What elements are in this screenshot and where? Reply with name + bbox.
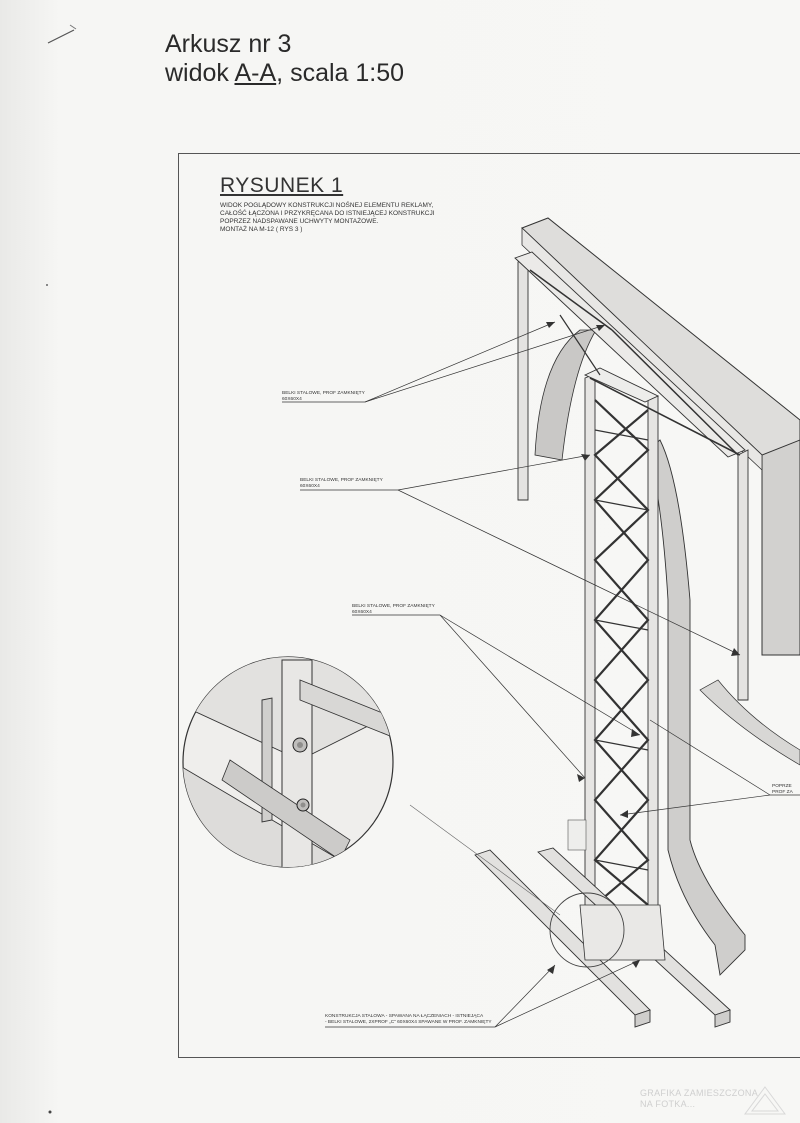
- view-scale: , scala 1:50: [276, 59, 405, 87]
- pencil-mark: [70, 25, 76, 29]
- detail-view: [160, 640, 420, 880]
- pencil-mark: [48, 30, 74, 43]
- description-line: CAŁOŚĆ ŁĄCZONA I PRZYKRĘCANA DO ISTNIEJĄCEJ KONSTRUKCJI: [220, 210, 435, 217]
- callout-label: BELKI STALOWE, PROF ZAMKNIĘTY 60X60X4: [352, 604, 435, 615]
- callout-label: KONSTRUKCJA STALOWA - SPAWANA NA ŁĄCZENIACH - ISTNIEJĄCA - BELKI STALOWE, 2XPROF „C” 60X60X4 SPAWANE W PROF. ZAMKNIĘTY: [325, 1014, 492, 1025]
- detail-connector: [410, 805, 560, 915]
- view-prefix: widok: [165, 59, 235, 87]
- sheet-number: Arkusz nr 3: [165, 30, 292, 58]
- description-line: POPRZEZ NADSPAWANE UCHWYTY MONTAŻOWE.: [220, 218, 379, 225]
- view-name: A-A: [234, 59, 277, 87]
- callout-label: BELKI STALOWE, PROF ZAMKNIĘTY 60X60X4: [300, 478, 383, 489]
- callout-label: BELKI STALOWE, PROF ZAMKNIĘTY 60X60X4: [282, 391, 365, 402]
- description-line: WIDOK POGLĄDOWY KONSTRUKCJI NOŚNEJ ELEMENTU REKLAMY,: [220, 202, 434, 209]
- drawing-title: RYSUNEK 1: [220, 174, 344, 197]
- description-line: MONTAŻ NA M-12 ( RYS 3 ): [220, 226, 303, 233]
- callout-label: POPRZE PROF ZA: [772, 784, 793, 795]
- watermark-text: GRAFIKA ZAMIESZCZONA NA FOTKA...: [640, 1088, 759, 1109]
